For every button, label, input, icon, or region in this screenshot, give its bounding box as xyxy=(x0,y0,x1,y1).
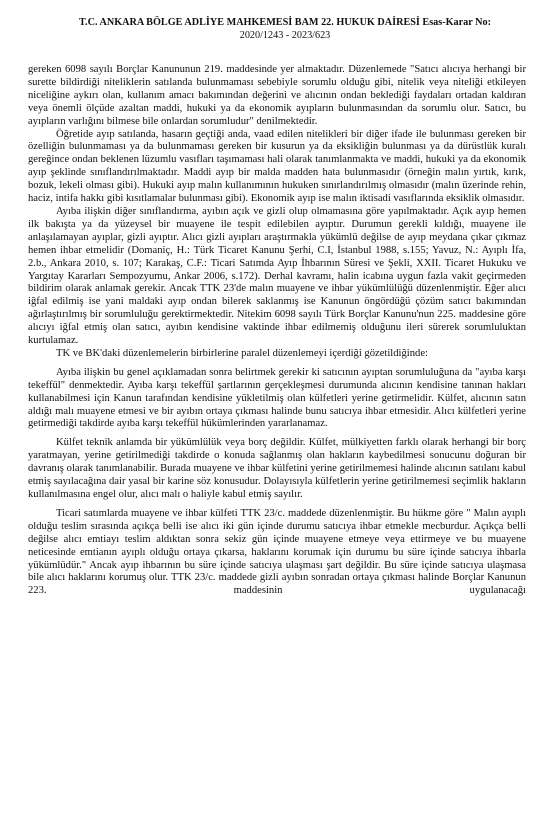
paragraph-5: Ayıba ilişkin bu genel açıklamadan sonra belirtmek gerekir ki satıcının ayıptan sorumluluğuna da "ayıba karşı tekeffül" denmektedir. Ayıba karşı tekeffül şartlarının gerçekleşmesi durumunda alıcının kendisine tanınan hakları kullanabilmesi için Kanun tarafından kendisine yükletilmiş olan külfetleri yerine getirmelidir. Külfet, alıcının satın aldığı malı muayene etmesi ve bir ayıbın ortaya çıkması halinde bunu satıcıya ihbar etmesidir. Alıcı külfetleri yerine getirmediği takdirde ayıba karşı tekeffül hükümlerinden yararlanamaz. xyxy=(28,366,526,430)
paragraph-7: Ticari satımlarda muayene ve ihbar külfeti TTK 23/c. maddede düzenlenmiştir. Bu hükme göre " Malın ayıplı olduğu teslim sırasında açıkça belli ise alıcı iki gün içinde durumu satıcıya ihbar etmekle mecburdur. Açıkça belli değilse alıcı emtiayı teslim aldıktan sonra sekiz gün içinde muayene etmeye veya ettirmeye ve bu muayene neticesinde emtianın ayıplı olduğu ortaya çıkarsa, haklarını korumak için durumu bu süre içinde satıcıya ihbarla yükümlüdür." Ancak ayıp ihbarının bu süre içinde satıcıya ulaşması şart değildir. Bu süre içinde satıcıya ulaşmasa bile alıcı haklarını korumuş olur. TTK 23/c. maddede gizli ayıbın sonradan ortaya çıkması halinde Borçlar Kanunun 223. maddesinin uygulanacağı xyxy=(28,507,526,597)
paragraph-3: Ayıba ilişkin diğer sınıflandırma, ayıbın açık ve gizli olup olmamasına göre yapılmaktadır. Açık ayıp hemen ilk bakışta ya da yüzeysel bir muayene ile tespit edilebilen ayıptır. Durumun gerekli kıldığı, muayene ile anlaşılamayan ayıplar, gizli ayıptır. Alıcı gizli ayıpları araştırmakla yükümlü değilse de ayıp meydana çıkar çıkmaz hemen ihbar etmelidir (Domaniç, H.: Türk Ticaret Kanunu Şerhi, C.I, İstanbul 1988, s.155; Yavuz, N.: Ayıplı İfa, 2.b., Ankara 2010, s. 107; Karakaş, C.F.: Ticari Satımda Ayıp İhbarının Süresi ve Şekli, XXII. Ticaret Hukuku ve Yargıtay Kararları Sempozyumu, Ankar 2006, s.172). Derhal kavramı, halin icabına uygun fazla vakit geçirmeden bildirim olarak anlamak gerekir. Ancak TTK 23'de malın muayene ve ihbar yükümlülüğü düzenlenmiştir. Eğer alıcı iğfal edilmiş ise yani maldaki ayıp ondan bilerek saklanmış ise Kanunun öngördüğü çözüm satıcı bakımından ağırlaştırılmış bir sorumluluğu gerektirmektedir. Nitekim 6098 sayılı Türk Borçlar Kanunu'nun 225. maddesine göre alıcıyı iğfal etmiş olan satıcı, ayıbın kendisine vaktinde ihbar edilmemiş olduğunu ileri sürerek sorumluluktan kurtulamaz. xyxy=(28,205,526,347)
document-header xyxy=(40,16,530,42)
paragraph-4: TK ve BK'daki düzenlemelerin birbirlerine paralel düzenlemeyi içerdiği gözetildiğinde: xyxy=(56,347,428,359)
paragraph-1: gereken 6098 sayılı Borçlar Kanununun 219. maddesinde yer almaktadır. Düzenlemede "Satıcı alıcıya herhangi bir surette bildirdiği niteliklerin satılanda bulunmaması sebebiyle sorumlu olduğu gibi, nitelik veya niteliği etkileyen niceliğine aykırı olan, kullanım amacı bakımından değerini ve alıcının ondan beklediği faydaları ortadan kaldıran veya önemli ölçüde azaltan maddi, hukuki ya da ekonomik ayıpların bulunmasından da sorumlu olur. Satıcı, bu ayıpların varlığını bilmese bile onlardan sorumludur" denilmektedir. xyxy=(28,64,526,127)
document-body xyxy=(28,64,526,598)
court-title: T.C. ANKARA BÖLGE ADLİYE MAHKEMESİ BAM 22. HUKUK DAİRESİ Esas-Karar No: xyxy=(79,17,491,28)
case-number: 2020/1243 - 2023/623 xyxy=(239,30,331,41)
paragraph-2: Öğretide ayıp satılanda, hasarın geçtiği anda, vaad edilen nitelikleri bir diğer ifade ile bulunması gereken bir özelliğin bulunmaması ya da bulunmaması gereken bir kusurun ya da eksikliğin bulunması ya da dürüstlük kuralı gereğince ondan beklenen lüzumlu vasıfları taşımaması hali olarak tanımlanmakta ve maddi, hukuki ya da ekonomik ayıp şeklinde sınıflandırılmaktadır. Maddi ayıp bir malda madden hata bulunmasıdır (örneğin malın yırtık, kırık, bozuk, lekeli olması gibi). Hukuki ayıp malın kullanımının hukuken sınırlandırılmış olmasıdır (malın üzerinde rehin, haciz, intifa hakkı gibi kısıtlamalar bulunması gibi). Ekonomik ayıp ise malın iktisadi vasıflarında eksiklik olmasıdır. xyxy=(28,128,526,205)
paragraph-6: Külfet teknik anlamda bir yükümlülük veya borç değildir. Külfet, mülkiyetten farklı olarak herhangi bir borç yaratmayan, yerine getirilmediği takdirde o konuda sağlanmış olan hakların kaybedilmesi sonucunu doğuran bir davranış olarak tanımlanabilir. Burada muayene ve ihbar külfetini yerine getirilmemesi halinde alıcının satılanı kabul etmiş sayılacağına dair yasal bir karine söz konusudur. Dolayısıyla külfetlerin yerine getirilmemesi seçimlik hakların kullanılmasına engel olur, alıcı malı o haliyle kabul etmiş sayılır. xyxy=(28,437,526,500)
